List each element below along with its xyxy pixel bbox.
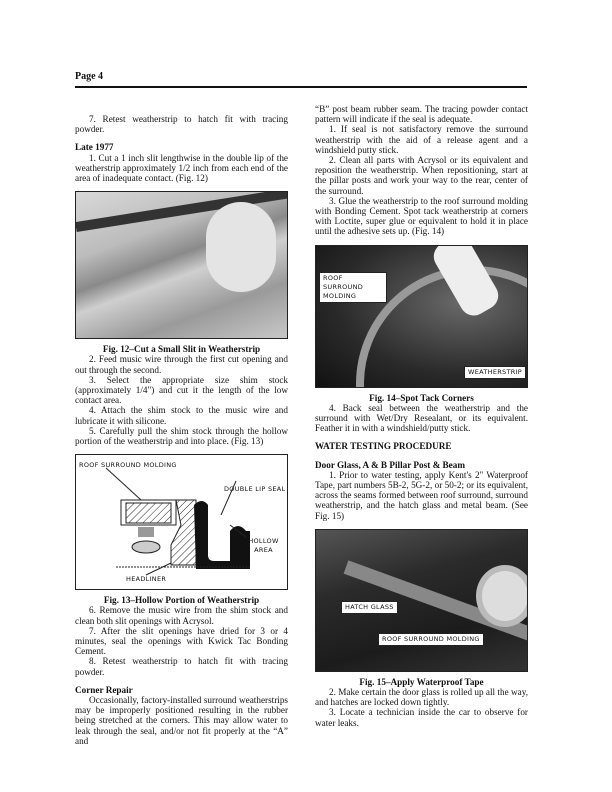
paragraph: 1. Prior to water testing, apply Kent's 2" Waterproof Tape, part numbers 5B-2, 5G-2, or 50-2; or its equivalent, across the seams formed between roof surround, surround weatherstrip, and the hatch glass and metal beam. (See Fig. 15) [315, 469, 528, 521]
paragraph: 4. Attach the shim stock to the music wire and lubricate it with silicone. [75, 405, 288, 426]
paragraph: 8. Retest weatherstrip to hatch fit with tracing powder. [75, 656, 288, 677]
fig12-caption: Fig. 12–Cut a Small Slit in Weatherstrip [102, 344, 261, 355]
label-roof-surround-molding: ROOF SURROUND MOLDING [378, 633, 484, 646]
paragraph: 2. Make certain the door glass is rolled up all the way, and hatches are locked down tightly. [315, 687, 528, 708]
label-roof-surround-molding: ROOF SURROUND MOLDING [79, 461, 177, 470]
weatherstrip-cross-section-drawing [76, 455, 288, 590]
label-text: ROOF SURROUND MOLDING [323, 273, 364, 300]
fig15-photo [315, 529, 528, 672]
paragraph: 5. Carefully pull the shim stock through the hollow portion of the weatherstrip and into place. (Fig. 13) [75, 425, 288, 447]
fig13-caption: Fig. 13–Hollow Portion of Weatherstrip [103, 595, 260, 606]
label-weatherstrip: WEATHERSTRIP [464, 366, 526, 379]
paragraph: 3. Glue the weatherstrip to the roof surround molding with Bonding Cement. Spot tack weatherstrip at corners with Loctite, super glue or equivalent to hold it in place until the adhesive sets up. (Fig. 14) [315, 195, 528, 237]
fig15-caption: Fig. 15–Apply Waterproof Tape [359, 676, 484, 687]
page-number: Page 4 [75, 71, 104, 82]
label-double-lip-seal: DOUBLE LIP SEAL [224, 485, 286, 494]
paragraph: “B” post beam rubber seam. The tracing powder contact pattern will indicate if the seal is adequate. [315, 104, 528, 125]
paragraph: 1. If seal is not satisfactory remove the surround weatherstrip with the aid of a release agent and a windshield putty stick. [315, 124, 528, 155]
section-heading: Corner Repair [75, 684, 133, 695]
label-headliner: HEADLINER [126, 575, 167, 584]
paragraph: Occasionally, factory-installed surround weatherstrips may be improperly positioned resulting in the rubber being stretched at the corners. This may allow water to leak through the seal, and/or not fit properly at the “A” and [75, 695, 288, 746]
fig14-photo [315, 245, 528, 388]
subsection-heading: Door Glass, A & B Pillar Post & Beam [315, 459, 465, 470]
fig13-diagram [75, 454, 288, 590]
label-hatch-glass: HATCH GLASS [341, 601, 398, 614]
paragraph: 4. Back seal between the weatherstrip and the surround with Wet/Dry Resealant, or its equivalent. Feather it in with a windshield/putty stick. [315, 402, 528, 434]
paragraph: 3. Locate a technician inside the car to observe for water leaks. [315, 707, 528, 728]
fig12-photo [75, 191, 288, 339]
paragraph: 6. Remove the music wire from the shim stock and clean both slit openings with Acrysol. [75, 605, 288, 626]
paragraph: 2. Feed music wire through the first cut opening and out through the second. [75, 354, 288, 375]
hand-shape [206, 202, 276, 292]
label-roof-surround-molding [319, 272, 387, 303]
section-heading: WATER TESTING PROCEDURE [315, 441, 452, 452]
paragraph: 7. Retest weatherstrip to hatch fit with tracing powder. [75, 114, 288, 135]
paragraph: 1. Cut a 1 inch slit lengthwise in the double lip of the weatherstrip approximately 1/2 inch from each end of the area of inadequate contact. (Fig. 12) [75, 152, 288, 184]
fig14-caption: Fig. 14–Spot Tack Corners [369, 392, 474, 403]
paragraph: 3. Select the appropriate size shim stock (approximately 1/4") and cut it the length of the low contact area. [75, 374, 288, 406]
left-column [75, 114, 288, 746]
right-column [315, 104, 528, 728]
header-rule [75, 86, 527, 88]
paragraph: 2. Clean all parts with Acrysol or its equivalent and reposition the weatherstrip. When repositioning, start at the pillar posts and work your way to the rear, center of the surround. [315, 155, 528, 196]
tape-roll [476, 565, 528, 627]
paragraph: 7. After the slit openings have dried for 3 or 4 minutes, seal the openings with Kwick Tac Bonding Cement. [75, 625, 288, 657]
section-heading: Late 1977 [75, 142, 114, 153]
label-hollow-area: HOLLOW AREA [248, 537, 279, 555]
